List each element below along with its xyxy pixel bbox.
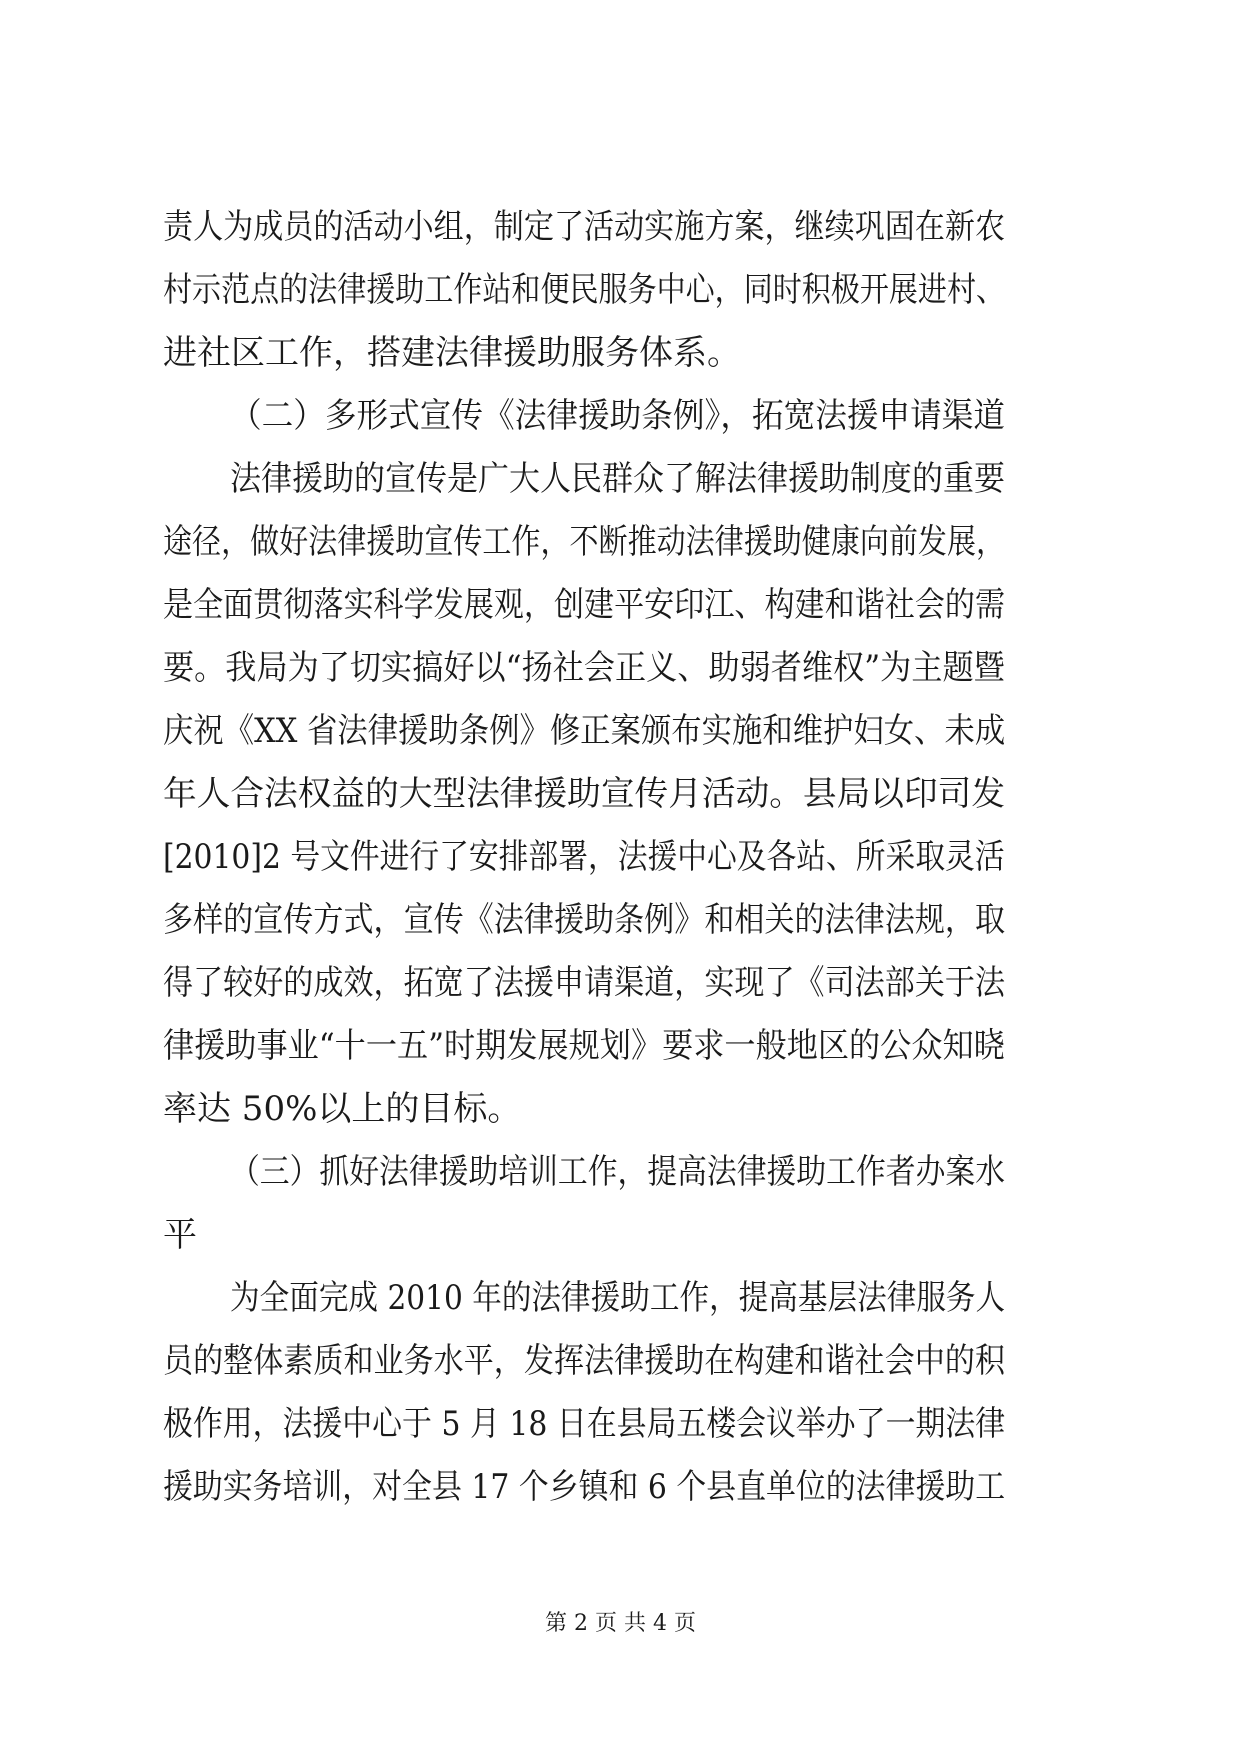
section-heading-3: （三）抓好法律援助培训工作，提高法律援助工作者办案水 [230,1152,1006,1192]
body-line-14: 律援助事业“十一五”时期发展规划》要求一般地区的公众知晓 [163,1026,1005,1066]
body-line-11: [2010]2 号文件进行了安排部署，法援中心及各站、所采取灵活 [163,837,1005,877]
body-line-9: 庆祝《XX 省法律援助条例》修正案颁布实施和维护妇女、未成 [163,711,1006,751]
body-line-8: 要。我局为了切实搞好以“扬社会正义、助弱者维权”为主题暨 [163,648,1005,688]
body-line-12: 多样的宣传方式，宣传《法律援助条例》和相关的法律法规，取 [163,900,1006,940]
body-line-6: 途径，做好法律援助宣传工作，不断推动法律援助健康向前发展， [163,522,1006,562]
page-footer: 第 2 页 共 4 页 [545,1611,696,1636]
body-line-21: 援助实务培训，对全县 17 个乡镇和 6 个县直单位的法律援助工 [163,1467,1006,1507]
body-line-1: 责人为成员的活动小组，制定了活动实施方案，继续巩固在新农 [163,207,1006,247]
section-heading-3-cont: 平 [163,1215,197,1255]
body-line-20: 极作用，法援中心于 5 月 18 日在县局五楼会议举办了一期法律 [163,1404,1006,1444]
section-heading-2: （二）多形式宣传《法律援助条例》，拓宽法援申请渠道 [230,396,1006,436]
body-line-18: 为全面完成 2010 年的法律援助工作，提高基层法律服务人 [230,1278,1006,1318]
body-line-5: 法律援助的宣传是广大人民群众了解法律援助制度的重要 [230,459,1006,499]
body-line-15: 率达 50%以上的目标。 [163,1089,522,1129]
body-line-7: 是全面贯彻落实科学发展观，创建平安印江、构建和谐社会的需 [163,585,1006,625]
body-line-19: 员的整体素质和业务水平，发挥法律援助在构建和谐社会中的积 [163,1341,1006,1381]
body-line-2: 村示范点的法律援助工作站和便民服务中心，同时积极开展进村、 [163,270,1006,310]
body-line-13: 得了较好的成效，拓宽了法援申请渠道，实现了《司法部关于法 [163,963,1006,1003]
body-line-3: 进社区工作，搭建法律援助服务体系。 [163,333,741,373]
body-line-10: 年人合法权益的大型法律援助宣传月活动。县局以印司发 [163,774,1006,814]
